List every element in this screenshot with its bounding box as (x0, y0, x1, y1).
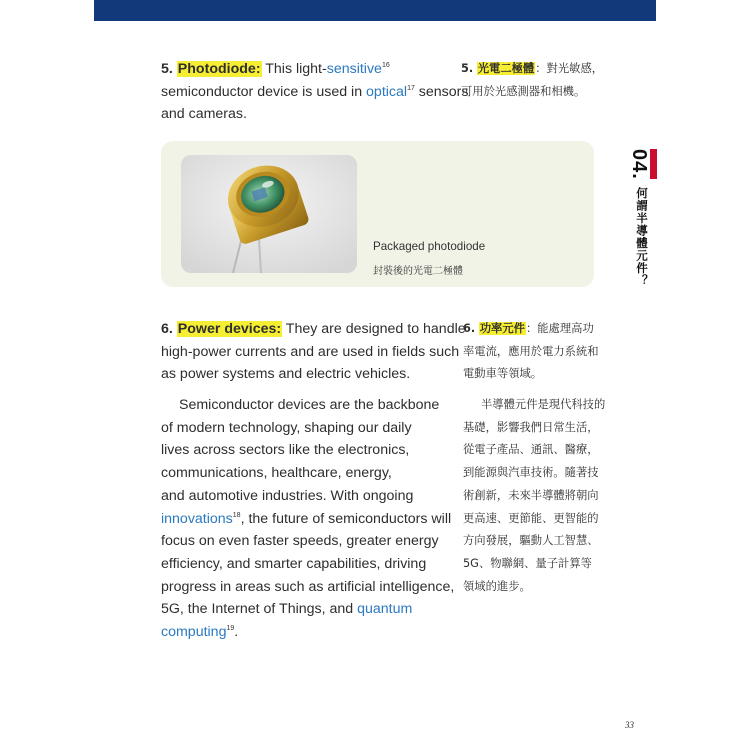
footnote-ref: 16 (381, 62, 390, 69)
photodiode-paragraph-zh (461, 58, 603, 103)
term-highlight: 功率元件 (479, 322, 525, 335)
glossary-term: sensitive (326, 61, 382, 77)
glossary-term: innovations (161, 510, 233, 527)
glossary-term: computing (161, 624, 227, 641)
text-line: Semiconductor devices are the backbone (179, 397, 440, 413)
term-highlight: Power devices: (177, 321, 282, 337)
term-highlight: 光電二極體 (477, 62, 535, 75)
page-number: 33 (625, 720, 634, 730)
text-run: They are designed to handle (282, 321, 466, 337)
text-line: focus on even faster speeds, greater energy (161, 533, 439, 550)
text-line: lives across sectors like the electronics, (161, 442, 410, 459)
item-number: 6. (161, 321, 173, 337)
text-line: 更高速、更節能、更智能的 (463, 511, 599, 525)
text-line: 5G、物聯網、量子計算等 (463, 556, 592, 570)
chapter-number: 04. (628, 149, 650, 180)
power-devices-paragraph-zh (463, 318, 599, 386)
text-line: 基礎，影響我們日常生活， (463, 420, 599, 434)
text-line: high-power currents and are used in fields such (161, 343, 460, 360)
item-number: 6. (463, 322, 476, 335)
item-number: 5. (161, 61, 173, 77)
text-line: 半導體元件是現代科技的 (481, 398, 606, 411)
glossary-term: optical (366, 83, 408, 100)
text-line: 領域的進步。 (463, 579, 531, 593)
text-run: , the future of semiconductors will (240, 510, 452, 527)
text-line: communications, healthcare, energy, (161, 465, 392, 482)
item-number: 5. (461, 62, 474, 75)
body-paragraph-en (161, 394, 454, 644)
footnote-ref: 19 (226, 625, 235, 633)
text-line: 到能源與汽車技術。隨著技 (463, 466, 599, 480)
body-paragraph-zh (463, 394, 605, 598)
text-line: efficiency, and smarter capabilities, driving (161, 555, 427, 572)
chapter-marker (650, 149, 657, 179)
figure-caption-zh: 封裝後的光電二極體 (373, 266, 463, 277)
text-run: 5G, the Internet of Things, and (161, 601, 358, 618)
text-line: as power systems and electric vehicles. (161, 366, 411, 383)
power-devices-paragraph-en (161, 318, 466, 386)
footnote-ref: 17 (407, 84, 415, 92)
text-run: sensors (414, 83, 469, 100)
chapter-title: 何謂半導體元件？ (635, 187, 649, 287)
text-line: 術創新，未來半導體將朝向 (463, 488, 599, 502)
text-run: . (234, 624, 239, 641)
term-highlight: Photodiode: (177, 61, 261, 77)
text-line: and cameras. (161, 106, 247, 123)
chapter-side-tab (618, 149, 650, 299)
photodiode-photo (181, 155, 357, 273)
text-run: ：對光敏感， (535, 62, 604, 75)
text-run: This light- (261, 61, 327, 77)
text-line: of modern technology, shaping our daily (161, 419, 412, 436)
header-bar (94, 0, 656, 21)
text-run: ：能處理高功 (525, 322, 594, 335)
text-line: 方向發展，驅動人工智慧、 (463, 534, 599, 548)
text-line: and automotive industries. With ongoing (161, 487, 414, 504)
text-run: semiconductor device is used in (161, 83, 367, 100)
text-line: progress in areas such as artificial intelligence, (161, 578, 455, 595)
text-line: 電動車等領域。 (463, 367, 543, 381)
text-line: 從電子產品、通訊、醫療， (463, 443, 599, 457)
glossary-term: quantum (357, 601, 413, 618)
text-line: 可用於光感測器和相機。 (461, 84, 586, 98)
figure-caption-en: Packaged photodiode (373, 240, 486, 253)
footnote-ref: 18 (232, 511, 241, 519)
photodiode-paragraph-en (161, 58, 468, 126)
text-line: 率電流，應用於電力系統和 (463, 344, 599, 358)
